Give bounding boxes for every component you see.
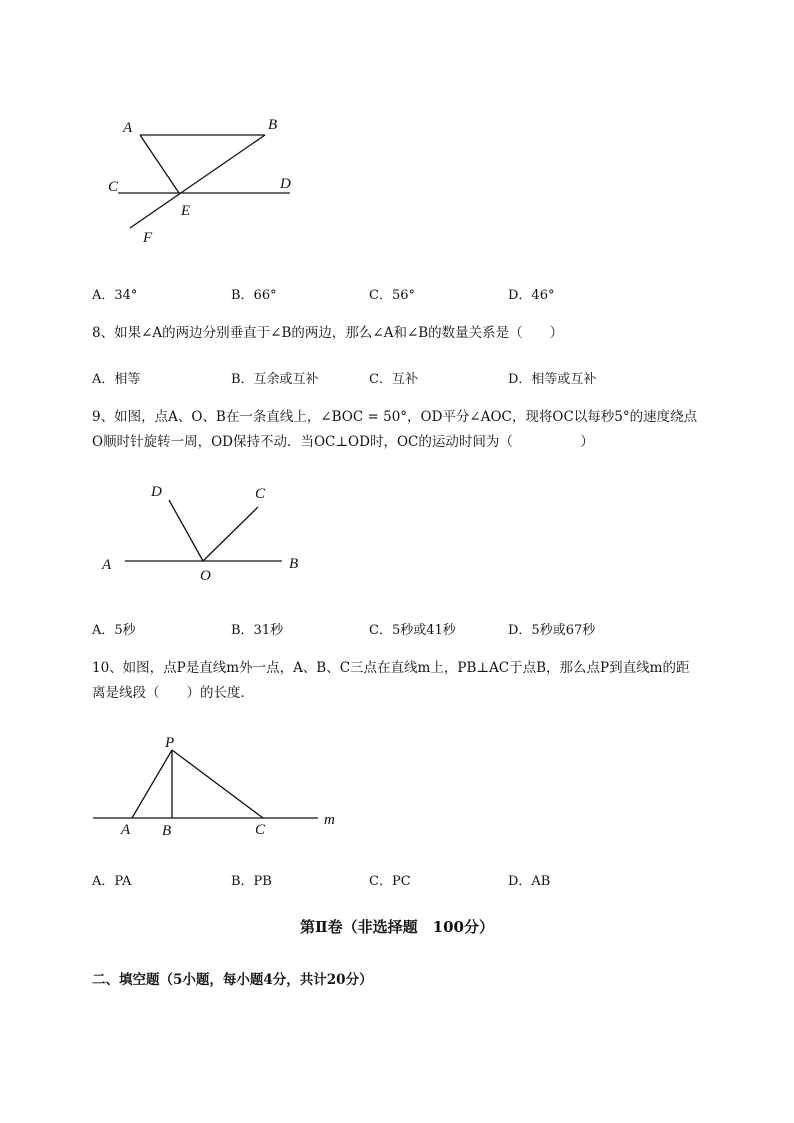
q9-option-a[interactable]: A．5秒 [92,623,136,638]
figure-q7-svg [100,110,310,250]
q9-text [92,405,742,455]
q7-option-a[interactable]: A．34° [92,288,138,303]
label-c: C [108,179,119,195]
segment-pc [172,750,263,818]
label-p: P [165,735,175,751]
label-a: A [121,822,131,838]
q8-option-c[interactable]: C．互补 [369,372,418,387]
ray-oc [203,507,258,561]
q9-line-2: O顺时针旋转一周，OD保持不动．当OC⊥OD时，OC的运动时间为（ ） [92,434,594,450]
q10-line-1: 10、如图，点P是直线m外一点，A、B、C三点在直线m上，PB⊥AC于点B，那么点P到直线m的距 [92,660,690,676]
q7-option-c[interactable]: C．56° [369,288,415,303]
figure-q10 [90,730,350,844]
label-c: C [255,486,266,502]
q9-option-c[interactable]: C．5秒或41秒 [369,623,456,638]
figure-q7 [100,110,310,254]
figure-q9 [95,480,315,594]
label-c: C [255,822,266,838]
figure-q9-svg [95,480,315,590]
label-b: B [289,556,299,572]
label-a: A [123,120,133,136]
q7-option-d[interactable]: D．46° [508,288,555,303]
q7-option-b[interactable]: B．66° [231,288,277,303]
label-d: D [151,484,162,500]
line-bf [130,135,265,228]
q10-line-2: 离是线段（ ）的长度． [92,685,254,701]
label-b: B [162,823,172,839]
section-title: 第Ⅱ卷（非选择题 100分） [300,918,494,936]
label-m: m [324,812,335,828]
label-d: D [280,176,291,192]
q10-option-d[interactable]: D．AB [508,874,551,889]
label-e: E [181,203,191,219]
label-f: F [143,230,153,246]
label-o: O [200,568,211,584]
section-heading-fill-blank: 二、填空题（5小题，每小题4分，共计20分） [92,972,373,988]
ray-od [169,500,203,561]
q8-text: 8、如果∠A的两边分别垂直于∠B的两边，那么∠A和∠B的数量关系是（ ） [92,325,564,341]
q9-option-b[interactable]: B．31秒 [231,623,284,638]
label-b: B [268,117,278,133]
q8-option-b[interactable]: B．互余或互补 [231,372,319,387]
label-a: A [102,557,112,573]
segment-pa [132,750,172,818]
q10-option-c[interactable]: C．PC [369,874,411,889]
q10-option-b[interactable]: B．PB [231,874,272,889]
q8-option-a[interactable]: A．相等 [92,372,141,387]
q8-option-d[interactable]: D．相等或互补 [508,372,597,387]
figure-q10-svg [90,730,350,840]
q9-option-d[interactable]: D．5秒或67秒 [508,623,596,638]
q9-line-1: 9、如图，点A、O、B在一条直线上，∠BOC = 50°，OD平分∠AOC，现将OC以每秒5°的速度绕点 [92,409,698,425]
segment-ae [140,135,179,193]
q10-option-a[interactable]: A．PA [92,874,132,889]
q10-text [92,656,742,706]
